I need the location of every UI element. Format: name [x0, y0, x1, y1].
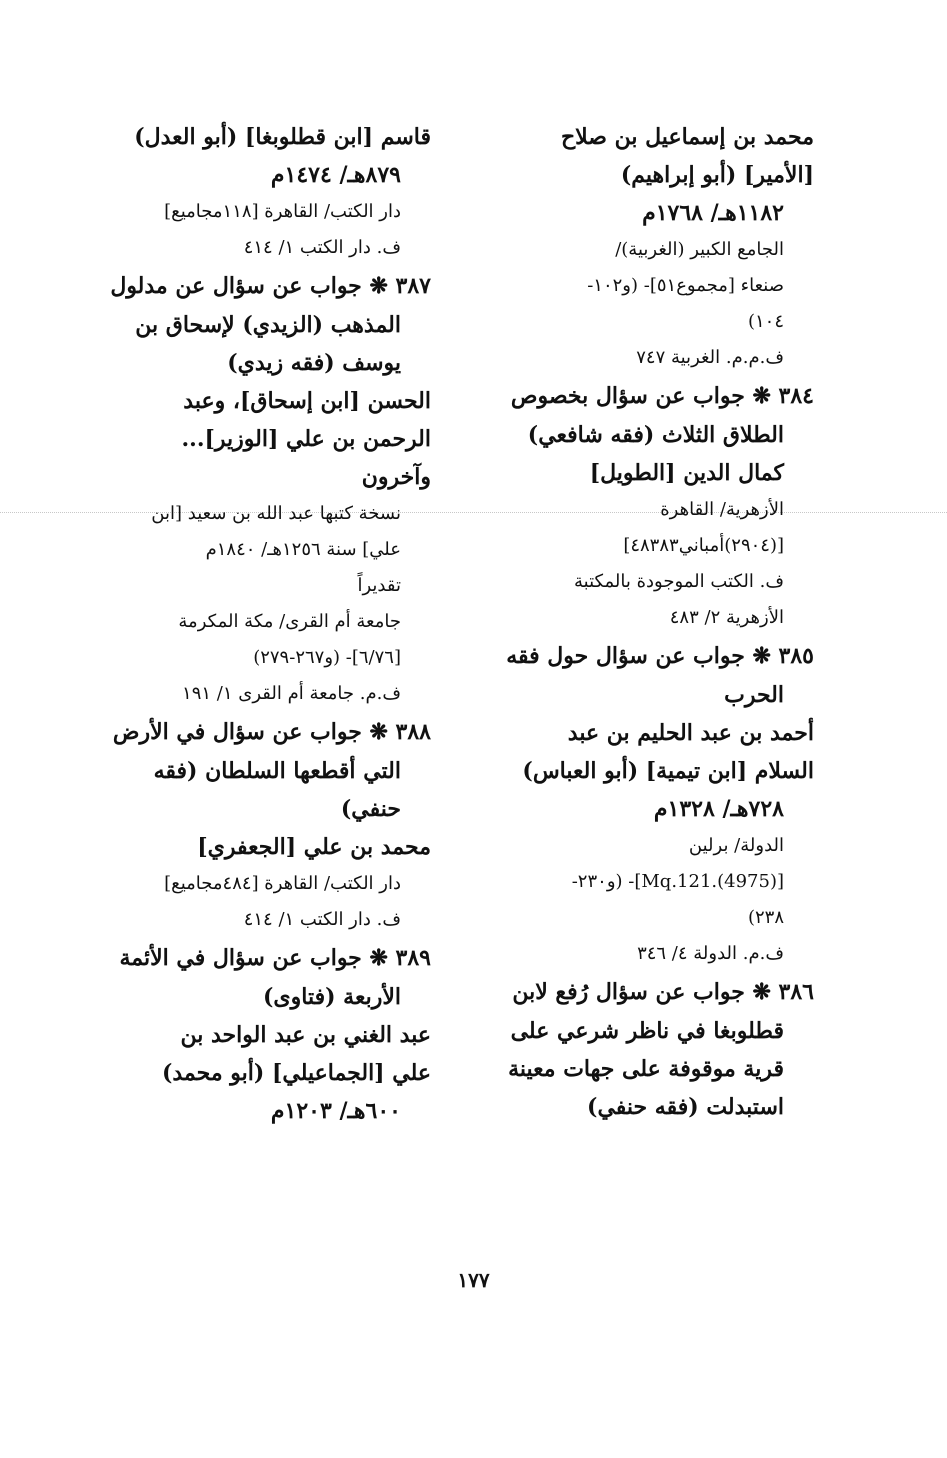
entry-line: الأزهرية/ القاهرة [660, 499, 784, 520]
entry-line: قطلوبغا في ناظر شرعي على [510, 1018, 784, 1044]
entry-line: ٦٠٠هـ/ ١٢٠٣م [270, 1098, 401, 1124]
entry-line: المذهب (الزيدي) لإسحاق بن [135, 312, 401, 338]
entry-line: ف.م. الدولة ٤/ ٣٤٦ [637, 943, 784, 964]
entry-line: ١١٨٢هـ/ ١٧٦٨م [642, 200, 784, 226]
entry-line: محمد بن إسماعيل بن صلاح [560, 124, 814, 150]
entry-line: الطلاق الثلاث (فقه شافعي) [527, 422, 784, 448]
entry-line: علي] سنة ١٢٥٦هـ/ ١٨٤٠م [205, 539, 401, 560]
entry-line: ٨٧٩هـ/ ١٤٧٤م [270, 162, 401, 188]
entry-heading: ٣٨٨ ❋ جواب عن سؤال في الأرض [112, 719, 431, 745]
entry-line: كمال الدين [الطويل] [589, 460, 784, 486]
entry-line: ف.م. جامعة أم القرى ١/ ١٩١ [182, 683, 401, 704]
entry-line: ف. الكتب الموجودة بالمكتبة [574, 571, 784, 592]
entry-line: ١٠٤) [747, 311, 784, 332]
entry-line: الحرب [724, 682, 784, 708]
entry-line: قاسم [ابن قطلوبغا] (أبو العدل) [134, 124, 431, 150]
entry-line: دار الكتب/ القاهرة [١١٨مجاميع] [164, 201, 401, 222]
entry-line: [Mq.121.(4975)]- (و٢٣٠- [571, 871, 784, 892]
entry-line: وآخرون [361, 464, 431, 490]
entry-line: الأزهرية ٢/ ٤٨٣ [669, 607, 784, 628]
entry-line: تقديراً [357, 575, 401, 596]
entry-line: يوسف (فقه زيدي) [227, 350, 401, 376]
entry-line: صنعاء [مجموع٥١]- (و١٠٢- [587, 275, 784, 296]
entry-heading: ٣٨٥ ❋ جواب عن سؤال حول فقه [506, 643, 814, 669]
entry-heading: ٣٨٦ ❋ جواب عن سؤال رُفع لابن [512, 979, 814, 1005]
entry-line: دار الكتب/ القاهرة [٤٨٤مجاميع] [164, 873, 401, 894]
entry-line: الأربعة (فتاوى) [263, 984, 401, 1010]
entry-line: الدولة/ برلين [688, 835, 784, 856]
entry-line: الجامع الكبير (الغربية)/ [615, 239, 784, 260]
page-number: ١٧٧ [457, 1268, 490, 1292]
entry-line: [الأمير] (أبو إبراهيم) [620, 162, 814, 188]
entry-line: ف.م.م. الغربية ٧٤٧ [636, 347, 784, 368]
entry-line: جامعة أم القرى/ مكة المكرمة [178, 611, 401, 632]
entry-line: الحسن [ابن إسحاق]، وعبد [183, 388, 431, 414]
entry-line: ٢٣٨) [747, 907, 784, 928]
entry-line: الرحمن بن علي [الوزير]... [181, 426, 431, 452]
entry-line: التي أقطعها السلطان (فقه [153, 758, 401, 784]
entry-line: السلام [ابن تيمية] (أبو العباس) [522, 758, 814, 784]
entry-line: قرية موقوفة على جهات معينة [508, 1056, 784, 1082]
entry-heading: ٣٨٤ ❋ جواب عن سؤال بخصوص [510, 383, 814, 409]
entry-line: نسخة كتبها عبد الله بن سعيد [ابن [151, 503, 401, 524]
entry-line: استبدلت (فقه حنفي) [587, 1094, 784, 1120]
entry-heading: ٣٨٩ ❋ جواب عن سؤال في الأئمة [119, 945, 431, 971]
entry-line: حنفي) [340, 796, 401, 822]
entry-line: ٧٢٨هـ/ ١٣٢٨م [653, 796, 784, 822]
entry-line: [(٢٩٠٤)أمباني٤٨٣٨٣] [623, 535, 784, 556]
entry-line: ف. دار الكتب ١/ ٤١٤ [243, 909, 401, 930]
entry-line: ف. دار الكتب ١/ ٤١٤ [243, 237, 401, 258]
entry-line: عبد الغني بن عبد الواحد بن [180, 1022, 431, 1048]
entry-line: علي [الجماعيلي] (أبو محمد) [161, 1060, 431, 1086]
entry-line: محمد بن علي [الجعفري] [197, 834, 431, 860]
left-column [95, 118, 431, 1130]
right-column [478, 118, 814, 1126]
entry-heading: ٣٨٧ ❋ جواب عن سؤال عن مدلول [110, 273, 431, 299]
entry-line: [٦/٧٦]- (و٢٦٧-٢٧٩) [253, 647, 401, 668]
entry-line: أحمد بن عبد الحليم بن عبد [567, 720, 814, 746]
